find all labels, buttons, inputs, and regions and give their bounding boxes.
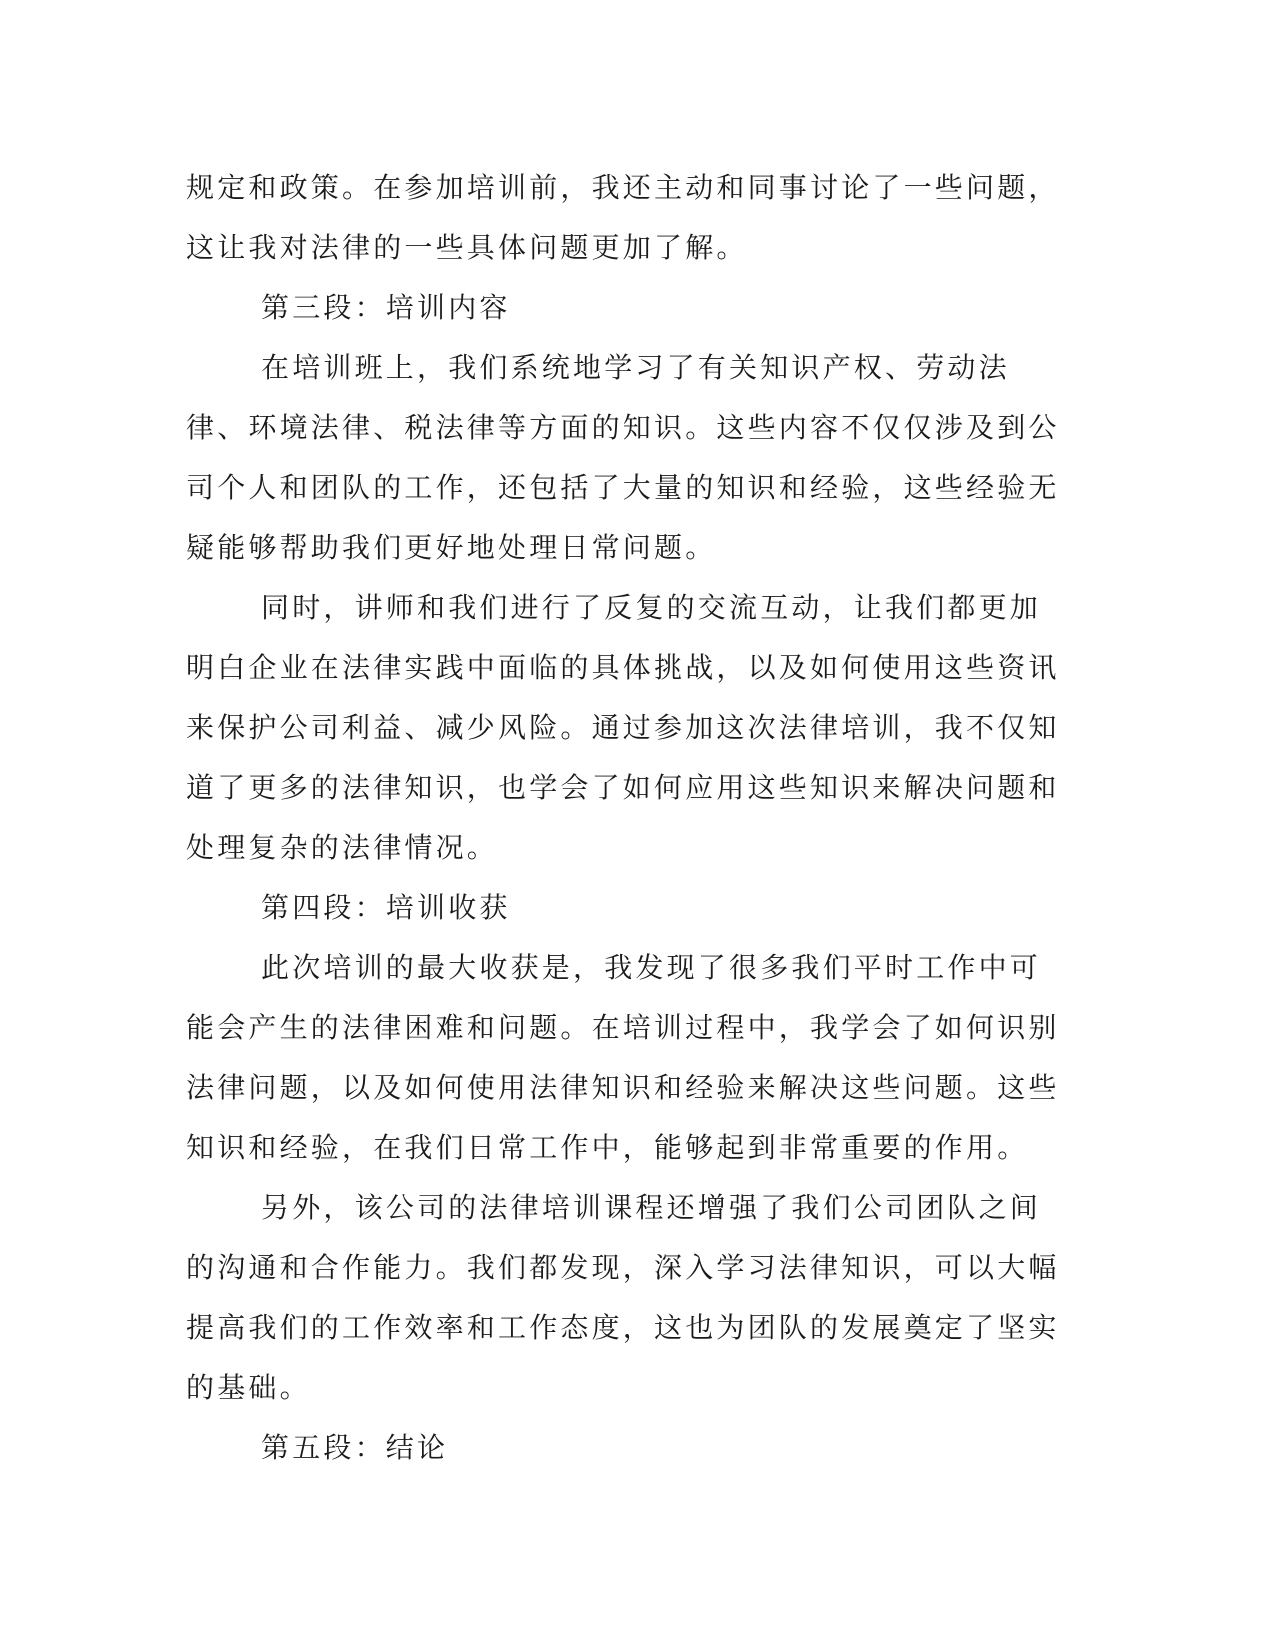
section-4-paragraph-1: 此次培训的最大收获是，我发现了很多我们平时工作中可能会产生的法律困难和问题。在培训过程中，我学会了如何识别法律问题，以及如何使用法律知识和经验来解决这些问题。这些知识和经验，在我们日常工作中，能够起到非常重要的作用。: [186, 951, 1060, 1164]
section-5-heading: 第五段：结论: [261, 1431, 449, 1464]
section-4-paragraph-2: 另外，该公司的法律培训课程还增强了我们公司团队之间的沟通和合作能力。我们都发现，深入学习法律知识，可以大幅提高我们的工作效率和工作态度，这也为团队的发展奠定了坚实的基础。: [186, 1191, 1060, 1404]
section-3-paragraph-2: 同时，讲师和我们进行了反复的交流互动，让我们都更加明白企业在法律实践中面临的具体挑战，以及如何使用这些资讯来保护公司利益、减少风险。通过参加这次法律培训，我不仅知道了更多的法律知识，也学会了如何应用这些知识来解决问题和处理复杂的法律情况。: [186, 591, 1060, 864]
section-3-paragraph-1: 在培训班上，我们系统地学习了有关知识产权、劳动法律、环境法律、税法律等方面的知识。这些内容不仅仅涉及到公司个人和团队的工作，还包括了大量的知识和经验，这些经验无疑能够帮助我们更好地处理日常问题。: [186, 351, 1060, 564]
section-4-heading: 第四段：培训收获: [261, 891, 511, 924]
document-body: [186, 158, 1066, 1478]
section-3-heading: 第三段：培训内容: [261, 291, 511, 324]
intro-continuation-paragraph: 规定和政策。在参加培训前，我还主动和同事讨论了一些问题，这让我对法律的一些具体问题更加了解。: [186, 171, 1060, 264]
